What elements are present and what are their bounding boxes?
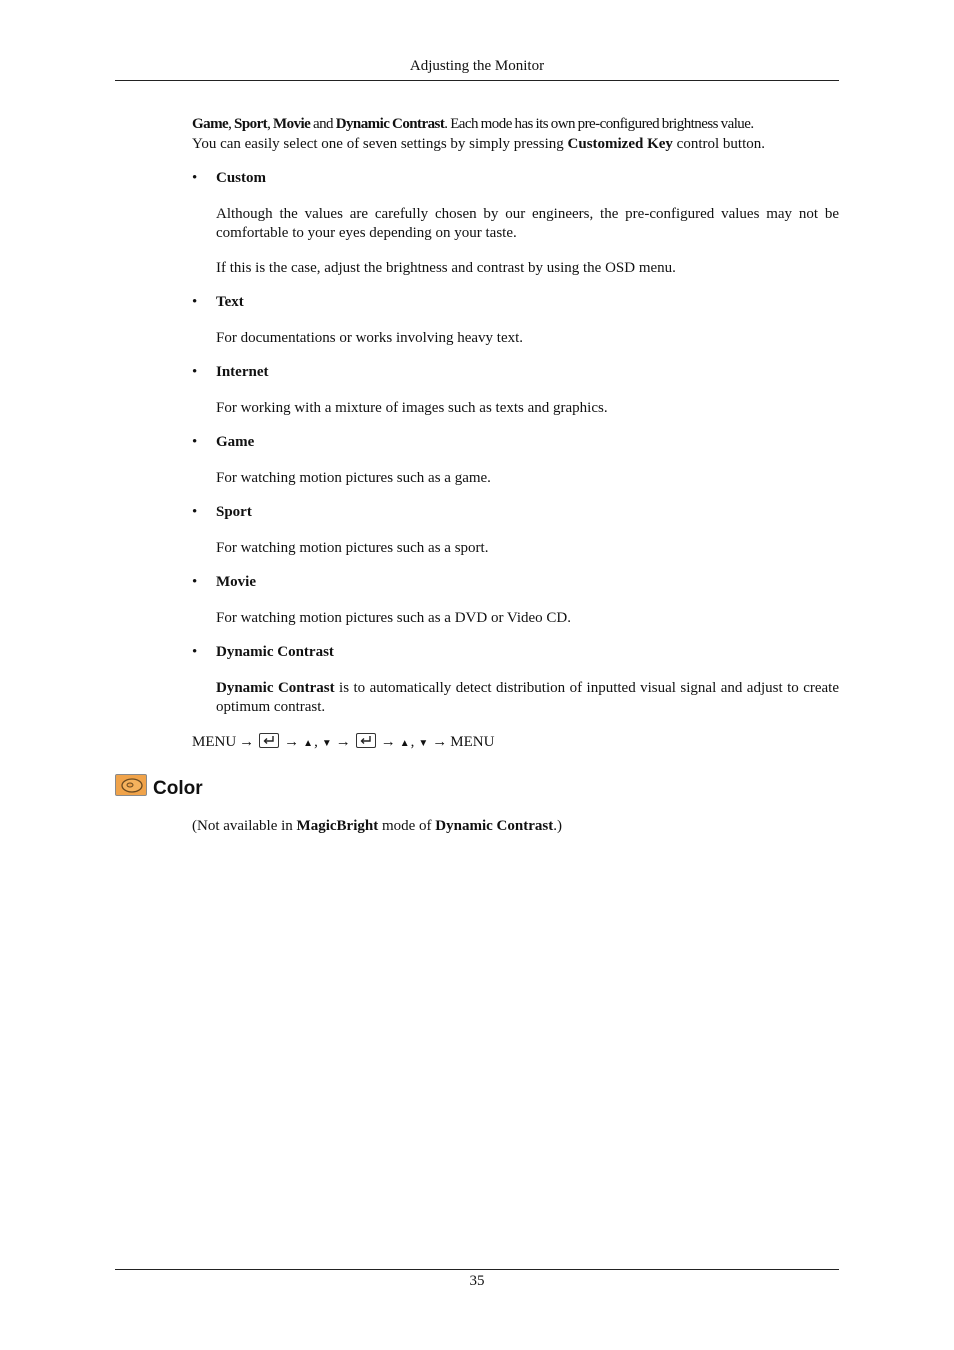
bold-term: Customized Key: [567, 135, 673, 152]
arrow: →: [432, 733, 448, 750]
text-run: control button.: [672, 135, 765, 152]
bullet-icon: •: [192, 574, 198, 590]
menu-start: MENU: [192, 733, 237, 750]
bold-term: Sport: [234, 116, 268, 132]
description-text: For watching motion pictures such as a sport.: [216, 539, 489, 556]
page-number: 35: [469, 1273, 485, 1289]
mode-name: Movie: [216, 574, 256, 590]
bold-term: MagicBright: [296, 818, 379, 834]
text-run: and: [310, 116, 336, 132]
text-run: ,: [228, 116, 235, 132]
color-section-heading: [115, 774, 203, 799]
bullet-icon: •: [192, 294, 198, 310]
down-arrow-icon: ▼: [321, 737, 332, 749]
bold-term: Dynamic Contrast: [335, 116, 445, 132]
description-text: If this is the case, adjust the brightness and contrast by using the OSD menu.: [216, 259, 676, 276]
text-run: ,: [267, 116, 274, 132]
down-arrow-icon: ▼: [418, 737, 429, 749]
mode-name: Dynamic Contrast: [216, 644, 334, 660]
bold-term: Movie: [273, 116, 311, 132]
intro-line-1: [192, 115, 839, 135]
color-palette-icon: [115, 774, 147, 796]
mode-item-title: [192, 293, 839, 313]
mode-description: [192, 399, 839, 419]
text-run: . Each mode has its own pre-configured brightness value.: [444, 116, 754, 132]
mode-description: [192, 205, 839, 244]
description-text: is to automatically detect distribution of inputted visual signal and adjust to create optimum contrast.: [216, 679, 839, 715]
comma: ,: [314, 733, 318, 750]
up-arrow-icon: ▲: [303, 737, 314, 749]
mode-item-title: [192, 433, 839, 453]
bullet-icon: •: [192, 644, 198, 660]
menu-path: [192, 733, 839, 753]
bullet-icon: •: [192, 504, 198, 520]
mode-name: Sport: [216, 504, 252, 520]
intro-line-2: [192, 136, 765, 152]
bullet-icon: •: [192, 434, 198, 450]
arrow: →: [335, 733, 351, 750]
mode-item-title: [192, 169, 839, 189]
mode-name: Internet: [216, 364, 269, 380]
bullet-icon: •: [192, 170, 198, 186]
mode-item-title: [192, 503, 839, 523]
mode-item-title: [192, 573, 839, 593]
arrow: →: [380, 733, 396, 750]
mode-name: Custom: [216, 170, 267, 186]
mode-name: Game: [216, 434, 255, 450]
description-text: For working with a mixture of images such as texts and graphics.: [216, 399, 608, 416]
header-rule: [115, 80, 839, 81]
page-header: Adjusting the Monitor: [409, 58, 545, 74]
mode-description: [192, 539, 839, 559]
intro-paragraph: [192, 115, 839, 154]
mode-description: [192, 329, 839, 349]
color-availability-note: [192, 818, 562, 835]
mode-name: Text: [216, 294, 244, 310]
enter-key-icon: [259, 733, 279, 748]
menu-end: MENU: [450, 733, 495, 750]
description-text: For documentations or works involving heavy text.: [216, 329, 524, 346]
main-content: [192, 115, 839, 753]
text-run: .): [553, 818, 562, 834]
mode-description: [192, 609, 839, 629]
text-run: mode of: [378, 818, 436, 834]
description-text: For watching motion pictures such as a DVD or Video CD.: [216, 609, 572, 626]
mode-item-title: [192, 643, 839, 663]
description-text: For watching motion pictures such as a game.: [216, 469, 491, 486]
description-text: Although the values are carefully chosen by our engineers, the pre-configured values may not be comfortable to your eyes depending on your taste.: [216, 205, 839, 241]
mode-item-title: [192, 363, 839, 383]
mode-description: [192, 259, 839, 279]
mode-list: [192, 169, 839, 718]
text-run: (Not available in: [192, 818, 297, 834]
comma: ,: [410, 733, 415, 750]
footer-rule: [115, 1269, 839, 1270]
bold-term: Dynamic Contrast: [435, 818, 554, 834]
section-title: Color: [153, 778, 203, 799]
arrow: →: [239, 733, 255, 750]
enter-key-icon: [356, 733, 376, 748]
mode-description: [192, 469, 839, 489]
bullet-icon: •: [192, 364, 198, 380]
bold-term: Dynamic Contrast: [216, 679, 335, 696]
arrow: →: [284, 733, 300, 750]
mode-description: [192, 679, 839, 718]
up-arrow-icon: ▲: [399, 737, 410, 749]
text-run: You can easily select one of seven settings by simply pressing: [192, 135, 568, 152]
bold-term: Game: [192, 116, 229, 132]
